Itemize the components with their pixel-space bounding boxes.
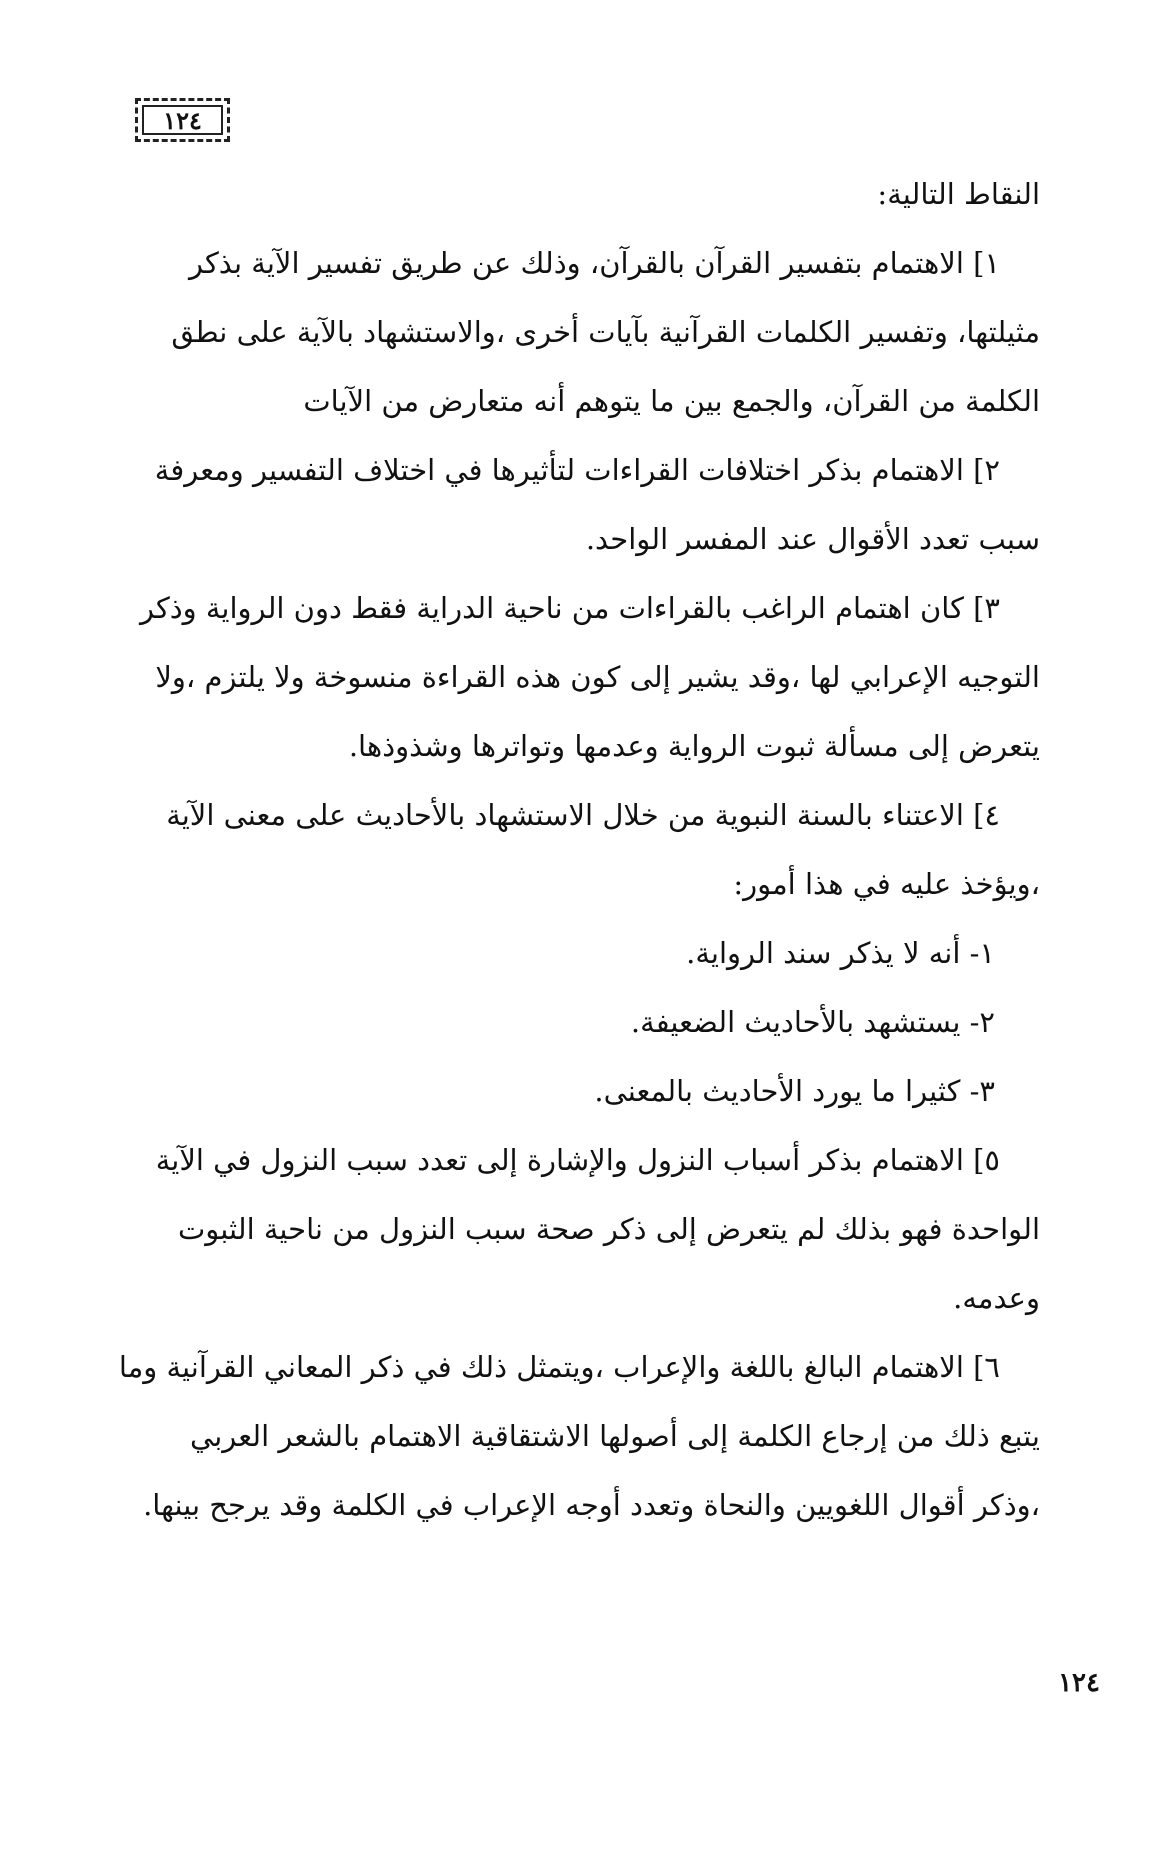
paragraph-1-line-3: الكلمة من القرآن، والجمع بين ما يتوهم أنه متعارض من الآيات: [303, 384, 1040, 418]
paragraph-4-line-1: ٤] الاعتناء بالسنة النبوية من خلال الاستشهاد بالأحاديث على معنى الآية: [166, 798, 1000, 832]
paragraph-4-sub-item-2: ٢- يستشهد بالأحاديث الضعيفة.: [630, 1005, 995, 1039]
paragraph-6-line-3: ،وذكر أقوال اللغويين والنحاة وتعدد أوجه الإعراب في الكلمة وقد يرجح بينها.: [143, 1488, 1040, 1522]
header-page-number-box: [135, 98, 230, 142]
paragraph-4-sub-item-1: ١- أنه لا يذكر سند الرواية.: [686, 936, 995, 970]
paragraph-5-line-1: ٥] الاهتمام بذكر أسباب النزول والإشارة إلى تعدد سبب النزول في الآية: [155, 1143, 1000, 1177]
paragraph-1-line-1: ١] الاهتمام بتفسير القرآن بالقرآن، وذلك عن طريق تفسير الآية بذكر: [188, 246, 1000, 280]
paragraph-5-line-2: الواحدة فهو بذلك لم يتعرض إلى ذكر صحة سبب النزول من ناحية الثبوت: [177, 1212, 1040, 1246]
paragraph-3-line-3: يتعرض إلى مسألة ثبوت الرواية وعدمها وتواترها وشذوذها.: [348, 729, 1040, 763]
footer-page-number: ١٢٤: [1058, 1668, 1100, 1698]
paragraph-3: [120, 574, 1040, 781]
header-page-number: ١٢٤: [163, 105, 202, 135]
paragraph-4-sub-item-3: ٣- كثيرا ما يورد الأحاديث بالمعنى.: [594, 1074, 995, 1108]
intro-line: النقاط التالية:: [877, 177, 1040, 211]
paragraph-4: [120, 781, 1040, 1126]
paragraph-1: [120, 229, 1040, 436]
paragraph-4-line-2: ،ويؤخذ عليه في هذا أمور:: [733, 867, 1040, 901]
paragraph-6: [120, 1333, 1040, 1540]
paragraph-5: [120, 1126, 1040, 1333]
paragraph-6-line-2: يتبع ذلك من إرجاع الكلمة إلى أصولها الاشتقاقية الاهتمام بالشعر العربي: [190, 1419, 1040, 1453]
paragraph-2: [120, 436, 1040, 574]
document-body: [120, 160, 1040, 1540]
paragraph-5-line-3: وعدمه.: [953, 1281, 1040, 1315]
paragraph-6-line-1: ٦] الاهتمام البالغ باللغة والإعراب ،ويتمثل ذلك في ذكر المعاني القرآنية وما: [118, 1350, 1000, 1384]
paragraph-2-line-1: ٢] الاهتمام بذكر اختلافات القراءات لتأثيرها في اختلاف التفسير ومعرفة: [154, 453, 1000, 487]
paragraph-3-line-2: التوجيه الإعرابي لها ،وقد يشير إلى كون هذه القراءة منسوخة ولا يلتزم ،ولا: [155, 660, 1040, 694]
paragraph-2-line-2: سبب تعدد الأقوال عند المفسر الواحد.: [585, 522, 1040, 556]
paragraph-1-line-2: مثيلتها، وتفسير الكلمات القرآنية بآيات أخرى ،والاستشهاد بالآية على نطق: [171, 315, 1040, 349]
paragraph-3-line-1: ٣] كان اهتمام الراغب بالقراءات من ناحية الدراية فقط دون الرواية وذكر: [139, 591, 1000, 625]
